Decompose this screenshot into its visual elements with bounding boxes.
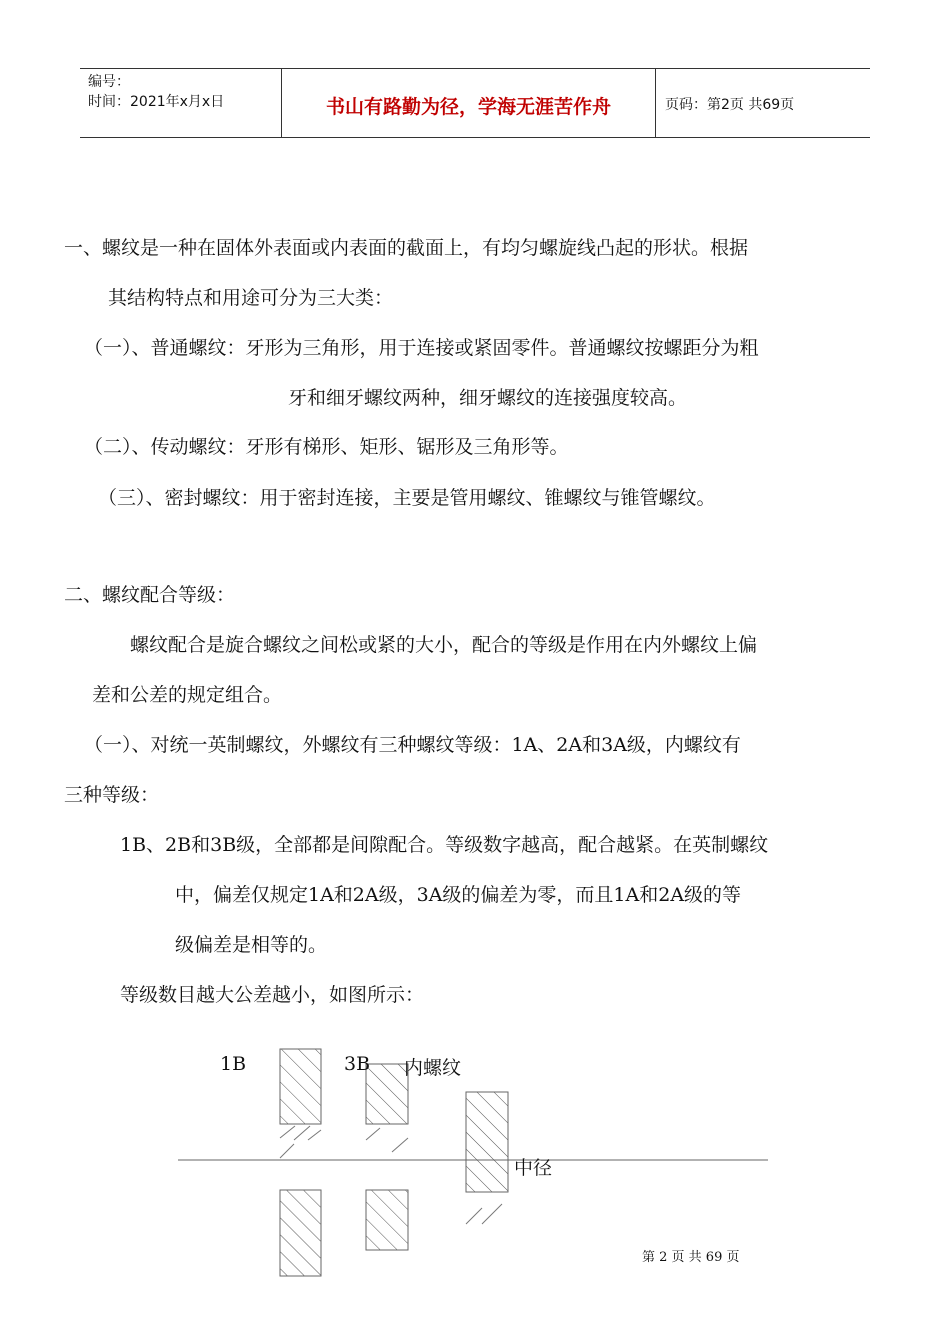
paragraph-1-line-2: 其结构特点和用途可分为三大类： [108, 287, 394, 309]
item-3: （三）、密封螺纹：用于密封连接，主要是管用螺纹、锥螺纹与锥管螺纹。 [98, 487, 716, 509]
item-2: （二）、传动螺纹：牙形有梯形、矩形、锯形及三角形等。 [84, 436, 569, 458]
header-right-cell [655, 69, 870, 137]
hatch-fragment [294, 1126, 310, 1140]
paragraph-1-line-1: 一、螺纹是一种在固体外表面或内表面的截面上，有均匀螺旋线凸起的形状。根据 [64, 237, 749, 259]
paragraph-3-line-2: 三种等级： [64, 784, 160, 806]
label-pitch-diameter: 中径 [514, 1157, 553, 1179]
hatch-fragment [392, 1138, 408, 1152]
box-1b-bottom [280, 1190, 321, 1276]
item-1-line-1: （一）、普通螺纹：牙形为三角形，用于连接或紧固零件。普通螺纹按螺距分为粗 [84, 337, 759, 359]
paragraph-4-line-3: 级偏差是相等的。 [175, 934, 328, 956]
hatch-fragment [280, 1126, 295, 1138]
header-left-cell [80, 69, 280, 137]
paragraph-3-line-1: （一）、对统一英制螺纹，外螺纹有三种螺纹等级：1A、2A和3A级，内螺纹有 [84, 734, 741, 756]
hatch-fragment [308, 1130, 321, 1140]
motto-text: 书山有路勤为径，学海无涯苦作舟 [325, 96, 611, 118]
date-label: 时间：2021年x月x日 [88, 94, 225, 110]
section-2-title: 二、螺纹配合等级： [64, 584, 236, 606]
label-1b: 1B [220, 1053, 247, 1075]
paragraph-5: 等级数目越大公差越小，如图所示： [120, 984, 425, 1006]
page-footer: 第 2 页 共 69 页 [642, 1250, 740, 1265]
box-1b-top [280, 1049, 321, 1124]
label-3b: 3B [344, 1053, 371, 1075]
label-internal-thread: 内螺纹 [404, 1057, 462, 1079]
hatch-fragment [280, 1144, 294, 1158]
paragraph-2-line-2: 差和公差的规定组合。 [92, 684, 283, 706]
hatch-fragment [466, 1208, 482, 1224]
box-3b-bottom [366, 1190, 408, 1250]
paragraph-2-line-1: 螺纹配合是旋合螺纹之间松或紧的大小，配合的等级是作用在内外螺纹上偏 [130, 634, 758, 656]
paragraph-4-line-1: 1B、2B和3B级，全部都是间隙配合。等级数字越高，配合越紧。在英制螺纹 [120, 834, 769, 856]
number-label: 编号： [88, 74, 130, 90]
item-1-line-2: 牙和细牙螺纹两种，细牙螺纹的连接强度较高。 [288, 387, 688, 409]
hatch-fragment [482, 1204, 502, 1224]
paragraph-4-line-2: 中，偏差仅规定1A和2A级，3A级的偏差为零，而且1A和2A级的等 [175, 884, 742, 906]
header-motto-cell [281, 69, 656, 137]
hatch-fragment [366, 1128, 380, 1140]
box-3b-top [366, 1064, 408, 1124]
page-header [80, 68, 870, 138]
page-info: 页码：第2页 共69页 [665, 97, 795, 113]
box-right-center [466, 1092, 508, 1192]
